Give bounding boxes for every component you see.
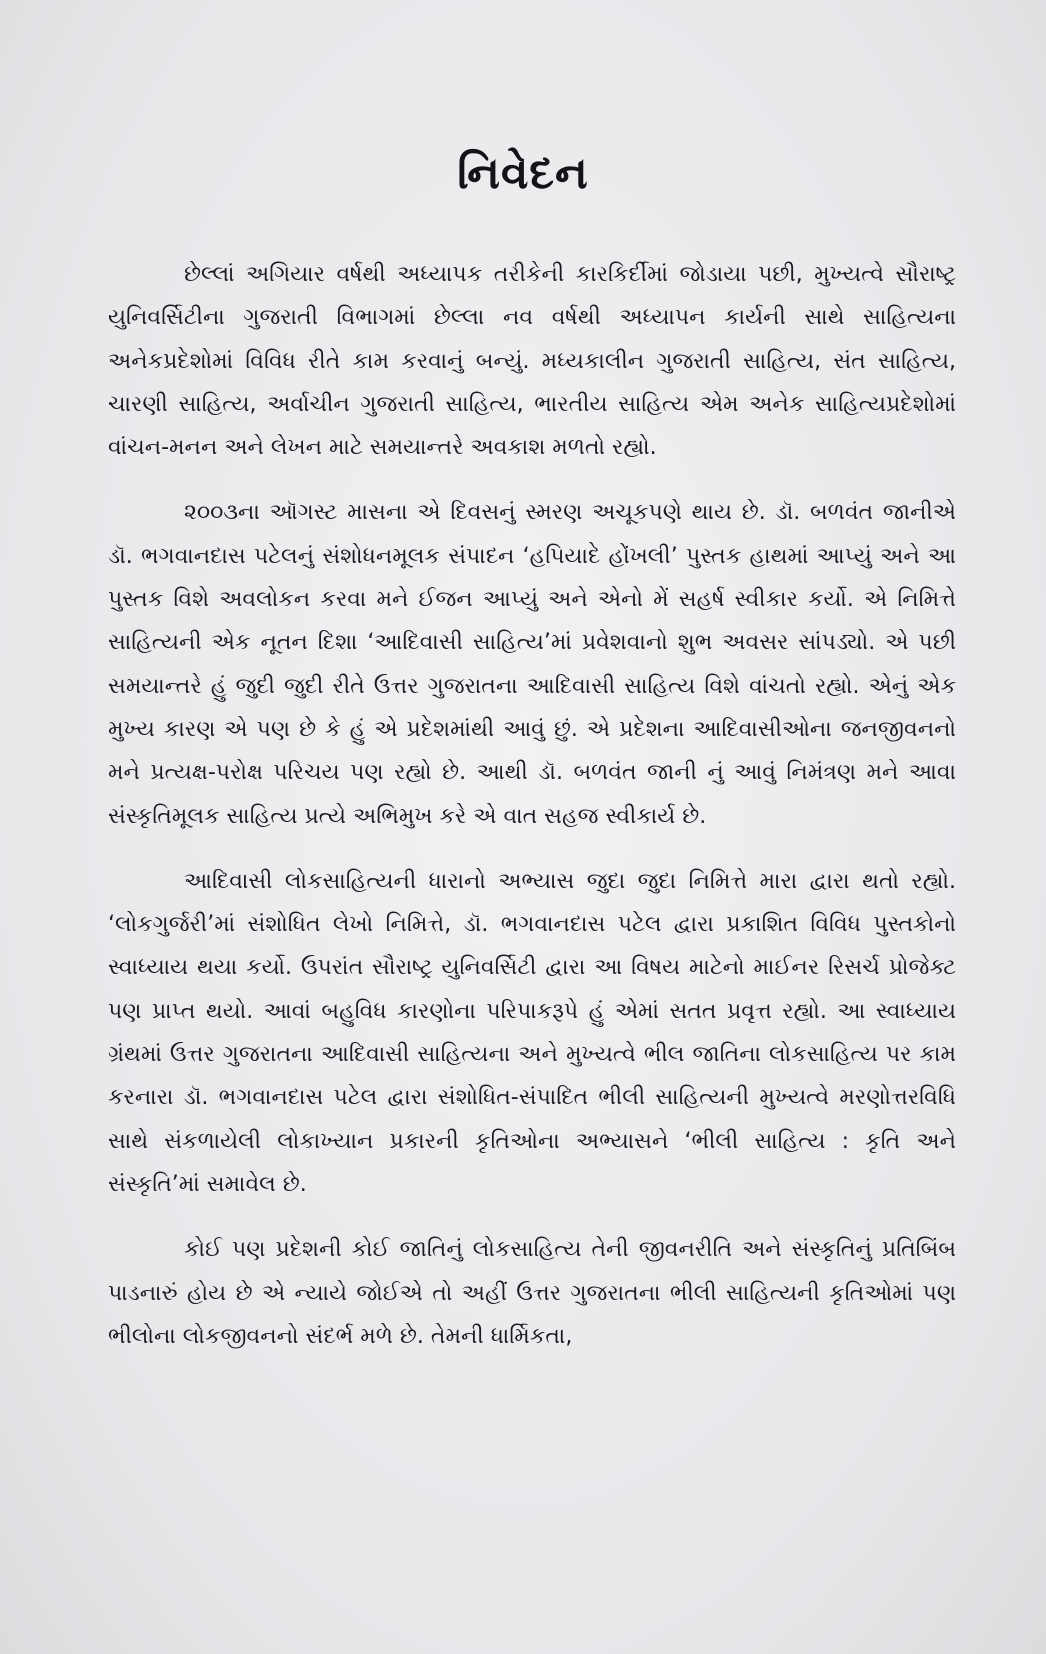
paragraph-4: કોઈ પણ પ્રદેશની કોઈ જાતિનું લોકસાહિત્ય તેની જીવનરીતિ અને સંસ્કૃતિનું પ્રતિબિંબ પાડનારું હોય છે એ ન્યાયે જોઈએ તો અહીં ઉત્તર ગુજરાતના ભીલી સાહિત્યની કૃતિઓમાં પણ ભીલોના લોકજીવનનો સંદર્ભ મળે છે. તેમની ધાર્મિકતા, [108,1237,956,1349]
paragraph-1: છેલ્લાં અગિયાર વર્ષથી અધ્યાપક તરીકેની કારકિર્દીમાં જોડાયા પછી, મુખ્યત્વે સૌરાષ્ટ્ર યુનિવર્સિટીના ગુજરાતી વિભાગમાં છેલ્લા નવ વર્ષથી અધ્યાપન કાર્યની સાથે સાહિત્યના અનેકપ્રદેશોમાં વિવિધ રીતે કામ કરવાનું બન્યું. મધ્યકાલીન ગુજરાતી સાહિત્ય, સંત સાહિત્ય, ચારણી સાહિત્ય, અર્વાચીન ગુજરાતી સાહિત્ય, ભારતીય સાહિત્ય એમ અનેક સાહિત્યપ્રદેશોમાં વાંચન-મનન અને લેખન માટે સમયાન્તરે અવકાશ મળતો રહ્યો. [108,262,956,461]
preface-body [108,253,956,1358]
page-title: નિવેદન [457,148,589,199]
paragraph-3: આદિવાસી લોકસાહિત્યની ધારાનો અભ્યાસ જુદા જુદા નિમિત્તે મારા દ્વારા થતો રહ્યો. ‘લોકગુર્જરી’માં સંશોધિત લેખો નિમિત્તે, ડૉ. ભગવાનદાસ પટેલ દ્વારા પ્રકાશિત વિવિધ પુસ્તકોનો સ્વાધ્યાય થયા કર્યો. ઉપરાંત સૌરાષ્ટ્ર યુનિવર્સિટી દ્વારા આ વિષય માટેનો માઈનર રિસર્ચ પ્રોજેક્ટ પણ પ્રાપ્ત થયો. આવાં બહુવિધ કારણોના પરિપાકરૂપે હું એમાં સતત પ્રવૃત્ત રહ્યો. આ સ્વાધ્યાય ગ્રંથમાં ઉત્તર ગુજરાતના આદિવાસી સાહિત્યના અને મુખ્યત્વે ભીલ જાતિના લોકસાહિત્ય પર કામ કરનારા ડૉ. ભગવાનદાસ પટેલ દ્વારા સંશોધિત-સંપાદિત ભીલી સાહિત્યની મુખ્યત્વે મરણોત્તરવિધિ સાથે સંકળાયેલી લોકાખ્યાન પ્રકારની કૃતિઓના અભ્યાસને ‘ભીલી સાહિત્ય : કૃતિ અને સંસ્કૃતિ’માં સમાવેલ છે. [108,868,956,1197]
paragraph-2: ૨૦૦૩ના ઑગસ્ટ માસના એ દિવસનું સ્મરણ અચૂકપણે થાય છે. ડૉ. બળવંત જાનીએ ડૉ. ભગવાનદાસ પટેલનું સંશોધનમૂલક સંપાદન ‘હપિયાદે હોંખલી’ પુસ્તક હાથમાં આપ્યું અને આ પુસ્તક વિશે અવલોકન કરવા મને ઈજન આપ્યું અને એનો મેં સહર્ષ સ્વીકાર કર્યો. એ નિમિત્તે સાહિત્યની એક નૂતન દિશા ‘આદિવાસી સાહિત્ય’માં પ્રવેશવાનો શુભ અવસર સાંપડ્યો. એ પછી સમયાન્તરે હું જુદી જુદી રીતે ઉત્તર ગુજરાતના આદિવાસી સાહિત્ય વિશે વાંચતો રહ્યો. એનું એક મુખ્ય કારણ એ પણ છે કે હું એ પ્રદેશમાંથી આવું છું. એ પ્રદેશના આદિવાસીઓના જનજીવનનો મને પ્રત્યક્ષ-પરોક્ષ પરિચય પણ રહ્યો છે. આથી ડૉ. બળવંત જાની નું આવું નિમંત્રણ મને આવા સંસ્કૃતિમૂલક સાહિત્ય પ્રત્યે અભિમુખ કરે એ વાત સહજ સ્વીકાર્ય છે. [108,500,956,829]
